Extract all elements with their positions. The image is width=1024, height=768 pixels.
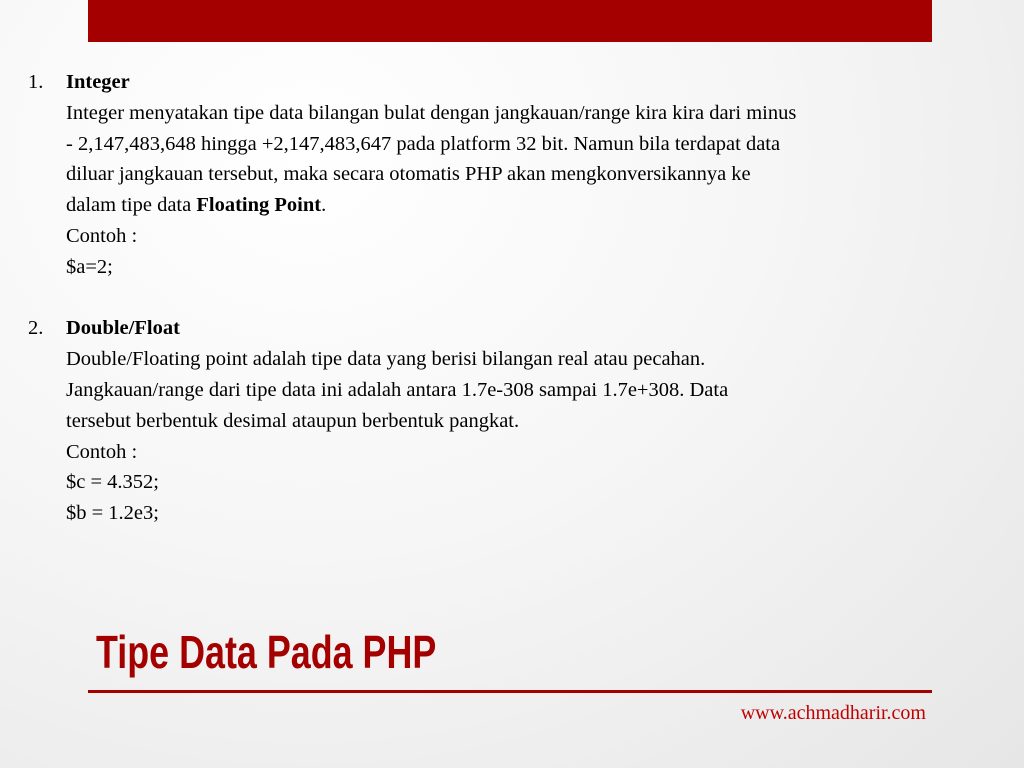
- example-label: Contoh :: [66, 440, 138, 463]
- item-number: 2.: [28, 317, 44, 340]
- slide-title: Tipe Data Pada PHP: [96, 626, 437, 678]
- code-example: $b = 1.2e3;: [66, 502, 159, 525]
- description-line: Jangkauan/range dari tipe data ini adalah antara 1.7e-308 sampai 1.7e+308. Data: [66, 378, 729, 401]
- example-label: Contoh :: [66, 224, 138, 247]
- description-line: Double/Floating point adalah tipe data yang berisi bilangan real atau pecahan.: [66, 348, 706, 371]
- code-example: $a=2;: [66, 255, 113, 278]
- title-underline: [88, 690, 932, 693]
- bold-term: Floating Point: [196, 194, 322, 217]
- item-heading: Integer: [66, 71, 130, 93]
- item-heading: Double/Float: [66, 317, 180, 340]
- list-item-integer: [28, 67, 998, 283]
- item-number: 1.: [28, 71, 44, 93]
- description-punctuation: .: [321, 194, 327, 217]
- description-line: tersebut berbentuk desimal ataupun berbentuk pangkat.: [66, 409, 520, 432]
- description-line: diluar jangkauan tersebut, maka secara otomatis PHP akan mengkonversikannya ke: [66, 163, 751, 186]
- description-line: - 2,147,483,648 hingga +2,147,483,647 pada platform 32 bit. Namun bila terdapat data: [66, 132, 781, 155]
- list-item-double-float: [28, 313, 998, 529]
- description-text: dalam tipe data: [66, 194, 197, 217]
- description-line-last: [66, 190, 998, 221]
- website-link[interactable]: www.achmadharir.com: [740, 702, 926, 724]
- slide-content: [28, 67, 998, 529]
- header-bar: [88, 0, 932, 42]
- description-line: Integer menyatakan tipe data bilangan bulat dengan jangkauan/range kira kira dari minus: [66, 101, 797, 124]
- code-example: $c = 4.352;: [66, 471, 159, 494]
